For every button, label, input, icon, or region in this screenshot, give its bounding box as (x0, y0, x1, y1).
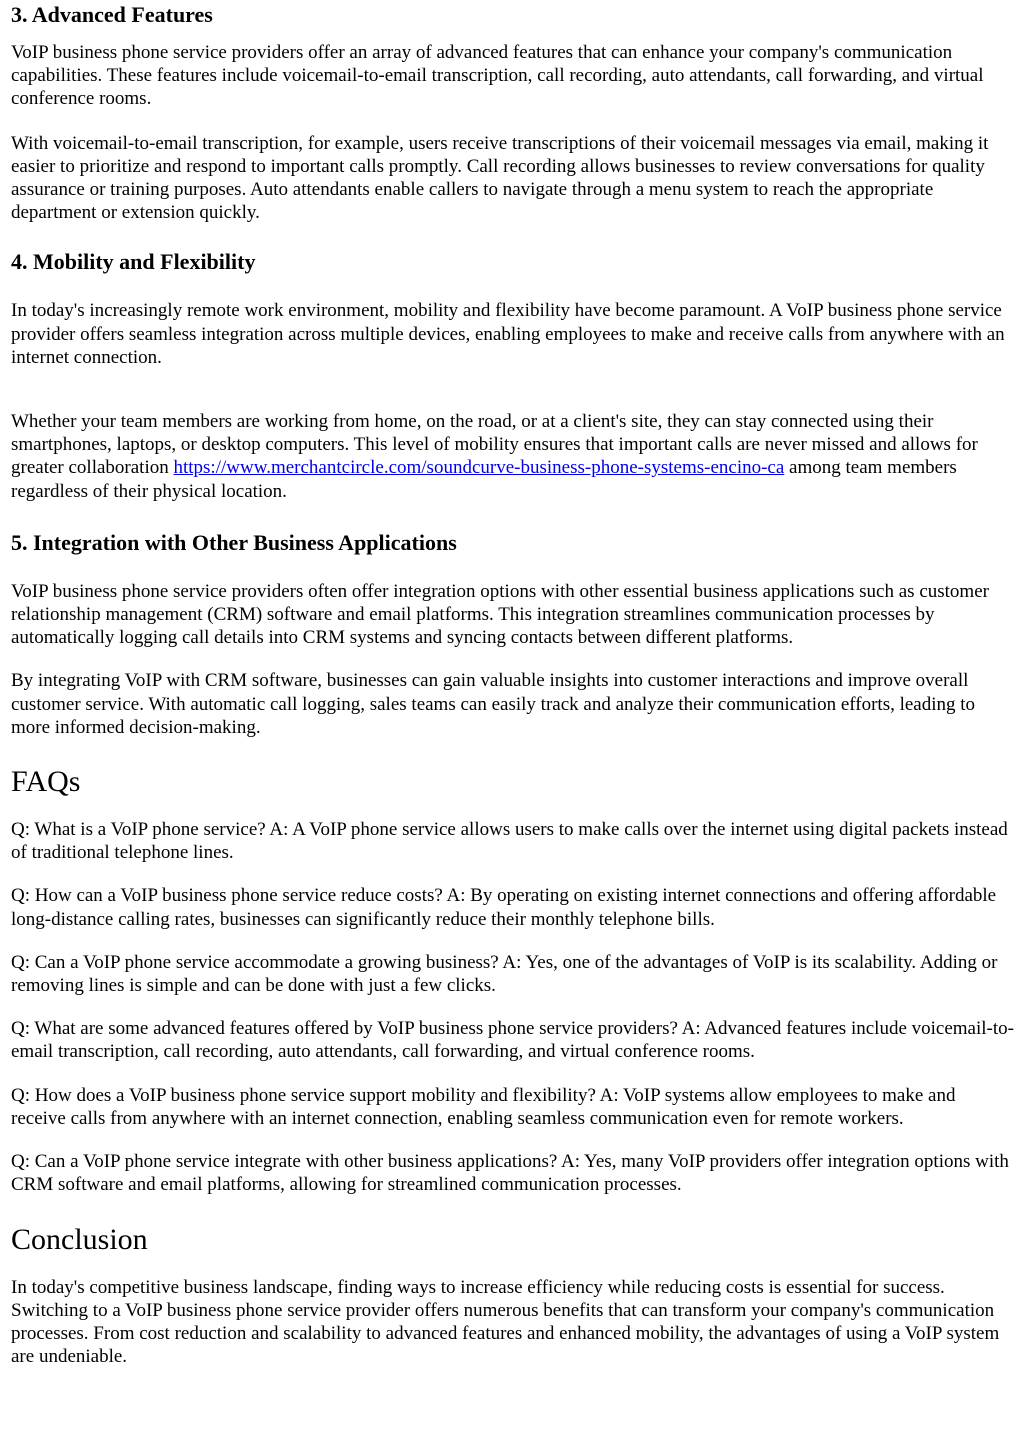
paragraph-text: Whether your team members are working from home, on the road, or at a client's site, they can stay connected using their smartphones, laptops, or desktop computers. This level of mobility ensures that important calls are never missed and allows for greater collaboration (11, 411, 978, 479)
paragraph-text: among team members regardless of their physical location. (11, 457, 957, 502)
section-heading-mobility: 4. Mobility and Flexibility (11, 249, 256, 275)
section-heading-conclusion: Conclusion (11, 1222, 148, 1256)
paragraph: VoIP business phone service providers often offer integration options with other essential business applications such as customer relationship management (CRM) software and email platforms. This integration streamlines communication processes by automatically logging call details into CRM systems and syncing contacts between different platforms. (11, 580, 989, 649)
faq-item: Q: How can a VoIP business phone service reduce costs? A: By operating on existing internet connections and offering affordable long-distance calling rates, businesses can significantly reduce their monthly telephone bills. (11, 885, 997, 930)
faq-item: Q: How does a VoIP business phone service support mobility and flexibility? A: VoIP systems allow employees to make and receive calls from anywhere with an internet connection, enabling seamless communication even for remote workers. (11, 1084, 956, 1129)
paragraph: In today's competitive business landscape, finding ways to increase efficiency while reducing costs is essential for success. Switching to a VoIP business phone service provider offers numerous benefits that can transform your company's communication processes. From cost reduction and scalability to advanced features and enhanced mobility, the advantages of using a VoIP system are undeniable. (11, 1276, 1000, 1368)
section-heading-faqs: FAQs (11, 765, 81, 799)
paragraph: In today's increasingly remote work environment, mobility and flexibility have become paramount. A VoIP business phone service provider offers seamless integration across multiple devices, enabling employees to make and receive calls from anywhere with an internet connection. (11, 300, 1005, 368)
section-heading-advanced-features: 3. Advanced Features (11, 2, 213, 27)
faq-item: Q: Can a VoIP phone service accommodate a growing business? A: Yes, one of the advantages of VoIP is its scalability. Adding or removing lines is simple and can be done with just a few clicks. (11, 951, 998, 997)
faq-item: Q: What are some advanced features offered by VoIP business phone service providers? A: Advanced features include voicemail-to-email transcription, call recording, auto attendants, call forwarding, and virtual conference rooms. (11, 1018, 1014, 1063)
faq-item: Q: What is a VoIP phone service? A: A VoIP phone service allows users to make calls over the internet using digital packets instead of traditional telephone lines. (11, 819, 1008, 864)
paragraph: With voicemail-to-email transcription, for example, users receive transcriptions of their voicemail messages via email, making it easier to prioritize and respond to important calls promptly. Call recording allows businesses to review conversations for quality assurance or training purposes. Auto attendants enable callers to navigate through a menu system to reach the appropriate department or extension quickly. (11, 132, 989, 224)
merchantcircle-link[interactable]: https://www.merchantcircle.com/soundcurve-business-phone-systems-encino-ca (173, 457, 785, 479)
paragraph-with-link (11, 410, 1014, 503)
section-heading-integration: 5. Integration with Other Business Applications (11, 529, 457, 555)
paragraph: VoIP business phone service providers offer an array of advanced features that can enhance your company's communication capabilities. These features include voicemail-to-email transcription, call recording, auto attendants, call forwarding, and virtual conference rooms. (11, 42, 984, 110)
paragraph: By integrating VoIP with CRM software, businesses can gain valuable insights into customer interactions and improve overall customer service. With automatic call logging, sales teams can easily track and analyze their communication efforts, leading to more informed decision-making. (11, 670, 976, 738)
document-page (0, 2, 1024, 1368)
faq-item: Q: Can a VoIP phone service integrate with other business applications? A: Yes, many VoIP providers offer integration options with CRM software and email platforms, allowing for streamlined communication processes. (11, 1151, 1009, 1196)
